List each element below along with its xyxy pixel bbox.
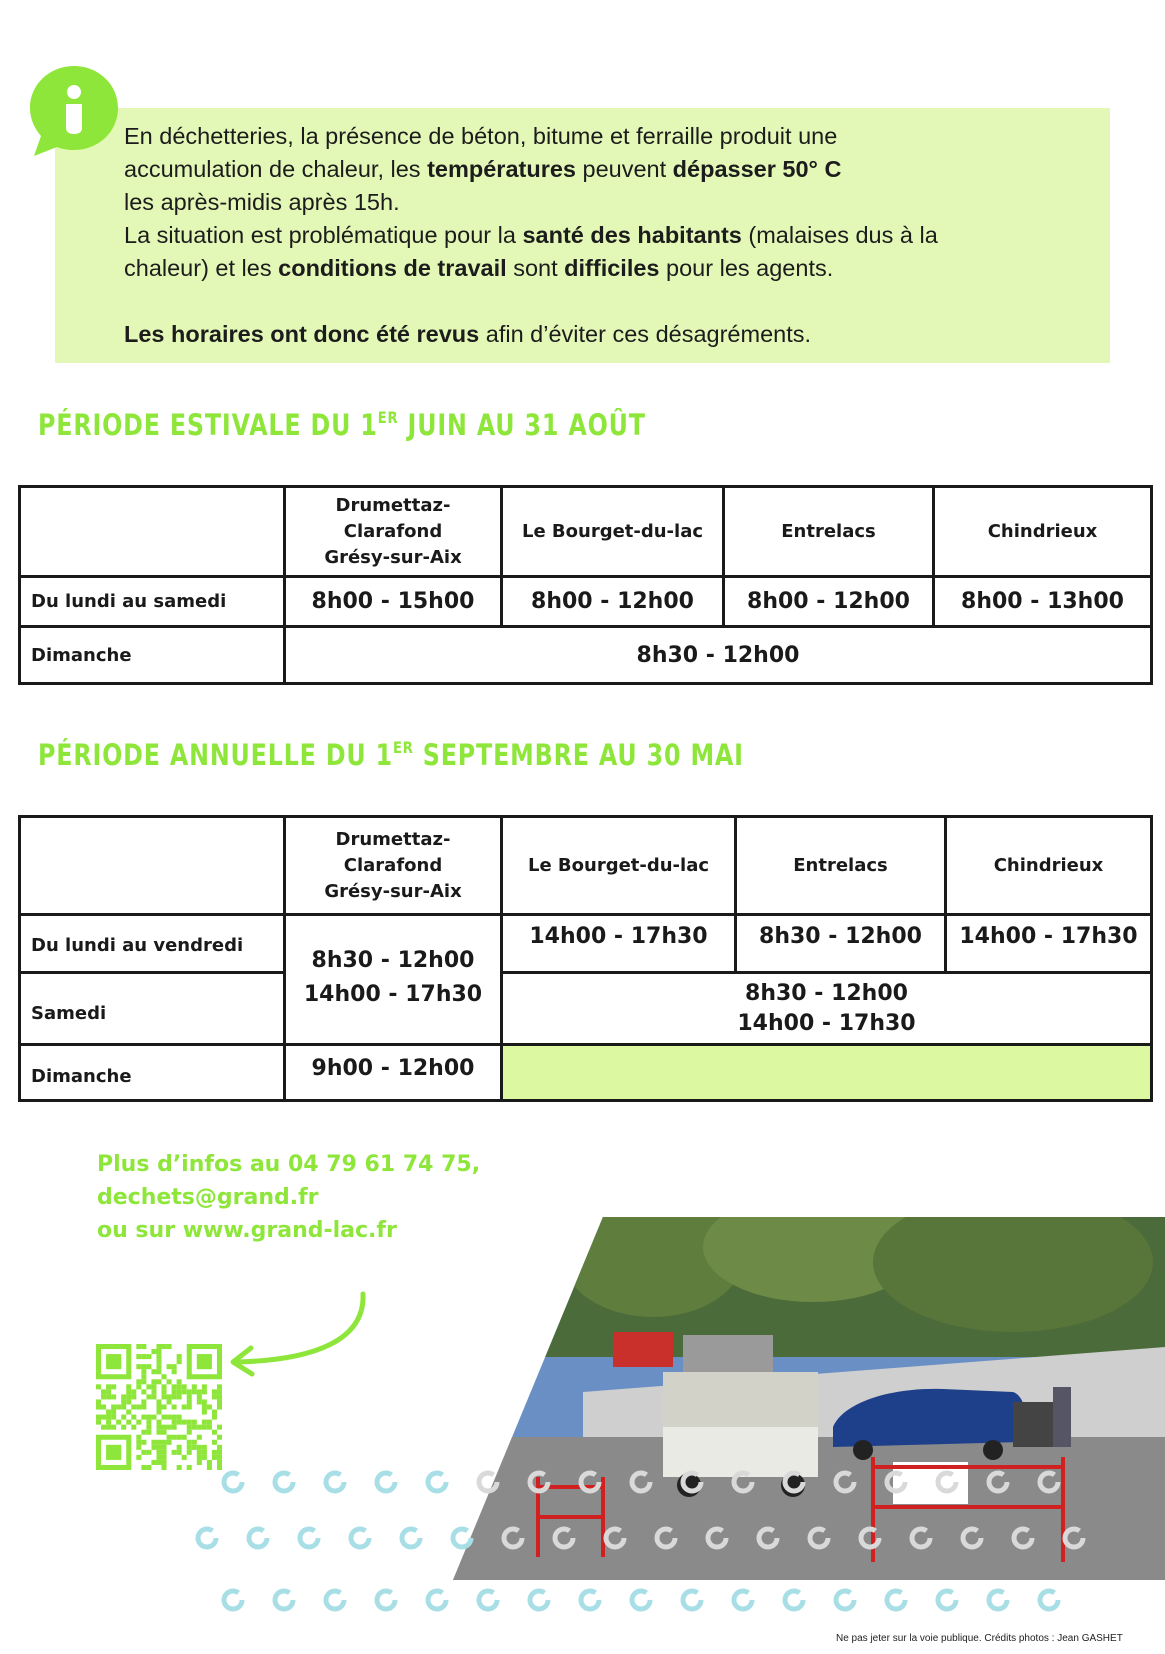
time-cell: 8h00 - 12h00 <box>502 577 724 627</box>
time-cell: 8h00 - 12h00 <box>724 577 934 627</box>
ring-dot <box>224 1591 242 1609</box>
summer-title: PÉRIODE ESTIVALE DU 1ER JUIN AU 31 AOÛT <box>38 408 646 442</box>
contact-website[interactable]: ou sur www.grand-lac.fr <box>97 1218 397 1243</box>
time-cell: 8h00 - 13h00 <box>934 577 1152 627</box>
ring-dot <box>632 1473 650 1491</box>
ring-dot <box>326 1591 344 1609</box>
qr-code-icon[interactable] <box>96 1344 222 1470</box>
time-cell: 8h00 - 15h00 <box>285 577 502 627</box>
ring-dot <box>989 1591 1007 1609</box>
ring-dot <box>275 1473 293 1491</box>
header-drumettaz: Drumettaz- Clarafond Grésy-sur-Aix <box>285 487 502 577</box>
time-cell-merged: 8h30 - 12h00 14h00 - 17h30 <box>285 915 502 1045</box>
ring-dot <box>963 1529 981 1547</box>
ring-dot <box>938 1591 956 1609</box>
time-cell: 9h00 - 12h00 <box>285 1045 502 1101</box>
ring-dot <box>530 1473 548 1491</box>
decorative-dots <box>0 1470 1165 1654</box>
contact-info <box>97 1148 480 1247</box>
ring-dot <box>326 1473 344 1491</box>
info-bubble-icon <box>26 62 122 158</box>
ring-dot <box>1065 1529 1083 1547</box>
summer-schedule-table <box>18 485 1153 685</box>
ring-dot <box>785 1591 803 1609</box>
row-label: Samedi <box>20 973 285 1045</box>
time-cell: 8h30 - 12h00 <box>736 915 946 973</box>
photo-credit: Ne pas jeter sur la voie publique. Crédits photos : Jean GASHET <box>836 1633 1123 1644</box>
header-entrelacs: Entrelacs <box>724 487 934 577</box>
time-cell-merged: 8h30 - 12h00 <box>285 627 1152 684</box>
ring-dot <box>1040 1591 1058 1609</box>
ring-dot <box>785 1473 803 1491</box>
ring-dot <box>938 1473 956 1491</box>
ring-dot <box>300 1529 318 1547</box>
ring-dot <box>912 1529 930 1547</box>
ring-dot <box>249 1529 267 1547</box>
header-bourget: Le Bourget-du-lac <box>502 817 736 915</box>
ring-dot <box>606 1529 624 1547</box>
ring-dot <box>683 1473 701 1491</box>
ring-dot <box>632 1591 650 1609</box>
ring-dot <box>581 1473 599 1491</box>
row-label: Du lundi au samedi <box>20 577 285 627</box>
ring-dot <box>683 1591 701 1609</box>
ring-dot <box>479 1591 497 1609</box>
ring-dot <box>657 1529 675 1547</box>
ring-dot <box>377 1591 395 1609</box>
ring-dot <box>504 1529 522 1547</box>
header-entrelacs: Entrelacs <box>736 817 946 915</box>
ring-dot <box>555 1529 573 1547</box>
ring-dot <box>479 1473 497 1491</box>
ring-dot <box>759 1529 777 1547</box>
ring-dot <box>810 1529 828 1547</box>
curved-arrow-icon <box>225 1290 385 1380</box>
annual-title: PÉRIODE ANNUELLE DU 1ER SEPTEMBRE AU 30 MAI <box>38 738 744 772</box>
ring-dot <box>836 1591 854 1609</box>
time-cell: 14h00 - 17h30 <box>502 915 736 973</box>
corner-cell <box>20 487 285 577</box>
ring-dot <box>836 1473 854 1491</box>
ring-dot <box>989 1473 1007 1491</box>
corner-cell <box>20 817 285 915</box>
ring-dot <box>402 1529 420 1547</box>
header-chindrieux: Chindrieux <box>934 487 1152 577</box>
ring-dot <box>581 1591 599 1609</box>
contact-email[interactable]: dechets@grand.fr <box>97 1185 319 1210</box>
info-text: En déchetteries, la présence de béton, bitume et ferraille produit une accumulation de chaleur, les températures peuvent dépasser 50° C les après-midis après 15h. La situation est problématique pour la santé des habitants (malaises dus à la chaleur) et les conditions de travail sont difficiles pour les agents. Les horaires ont donc été revus afin d’éviter ces désagréments. <box>124 123 938 347</box>
ring-dot <box>198 1529 216 1547</box>
ring-dot <box>1040 1473 1058 1491</box>
row-label: Du lundi au vendredi <box>20 915 285 973</box>
ring-dot <box>428 1591 446 1609</box>
annual-schedule-table <box>18 815 1153 1102</box>
header-chindrieux: Chindrieux <box>946 817 1152 915</box>
closed-cell <box>502 1045 1152 1101</box>
ring-dot <box>377 1473 395 1491</box>
row-label: Dimanche <box>20 1045 285 1101</box>
ring-dot <box>275 1591 293 1609</box>
row-label: Dimanche <box>20 627 285 684</box>
ring-dot <box>887 1591 905 1609</box>
ring-dot <box>734 1591 752 1609</box>
ring-dot <box>887 1473 905 1491</box>
ring-dot <box>530 1591 548 1609</box>
ring-dot <box>224 1473 242 1491</box>
time-cell: 14h00 - 17h30 <box>946 915 1152 973</box>
header-drumettaz: Drumettaz- Clarafond Grésy-sur-Aix <box>285 817 502 915</box>
ring-dot <box>351 1529 369 1547</box>
header-bourget: Le Bourget-du-lac <box>502 487 724 577</box>
ring-dot <box>861 1529 879 1547</box>
ring-dot <box>1014 1529 1032 1547</box>
ring-dot <box>453 1529 471 1547</box>
ring-dot <box>734 1473 752 1491</box>
time-cell-merged: 8h30 - 12h00 14h00 - 17h30 <box>502 973 1152 1045</box>
ring-dot <box>428 1473 446 1491</box>
ring-dot <box>708 1529 726 1547</box>
contact-phone: Plus d’infos au 04 79 61 74 75, <box>97 1152 481 1177</box>
